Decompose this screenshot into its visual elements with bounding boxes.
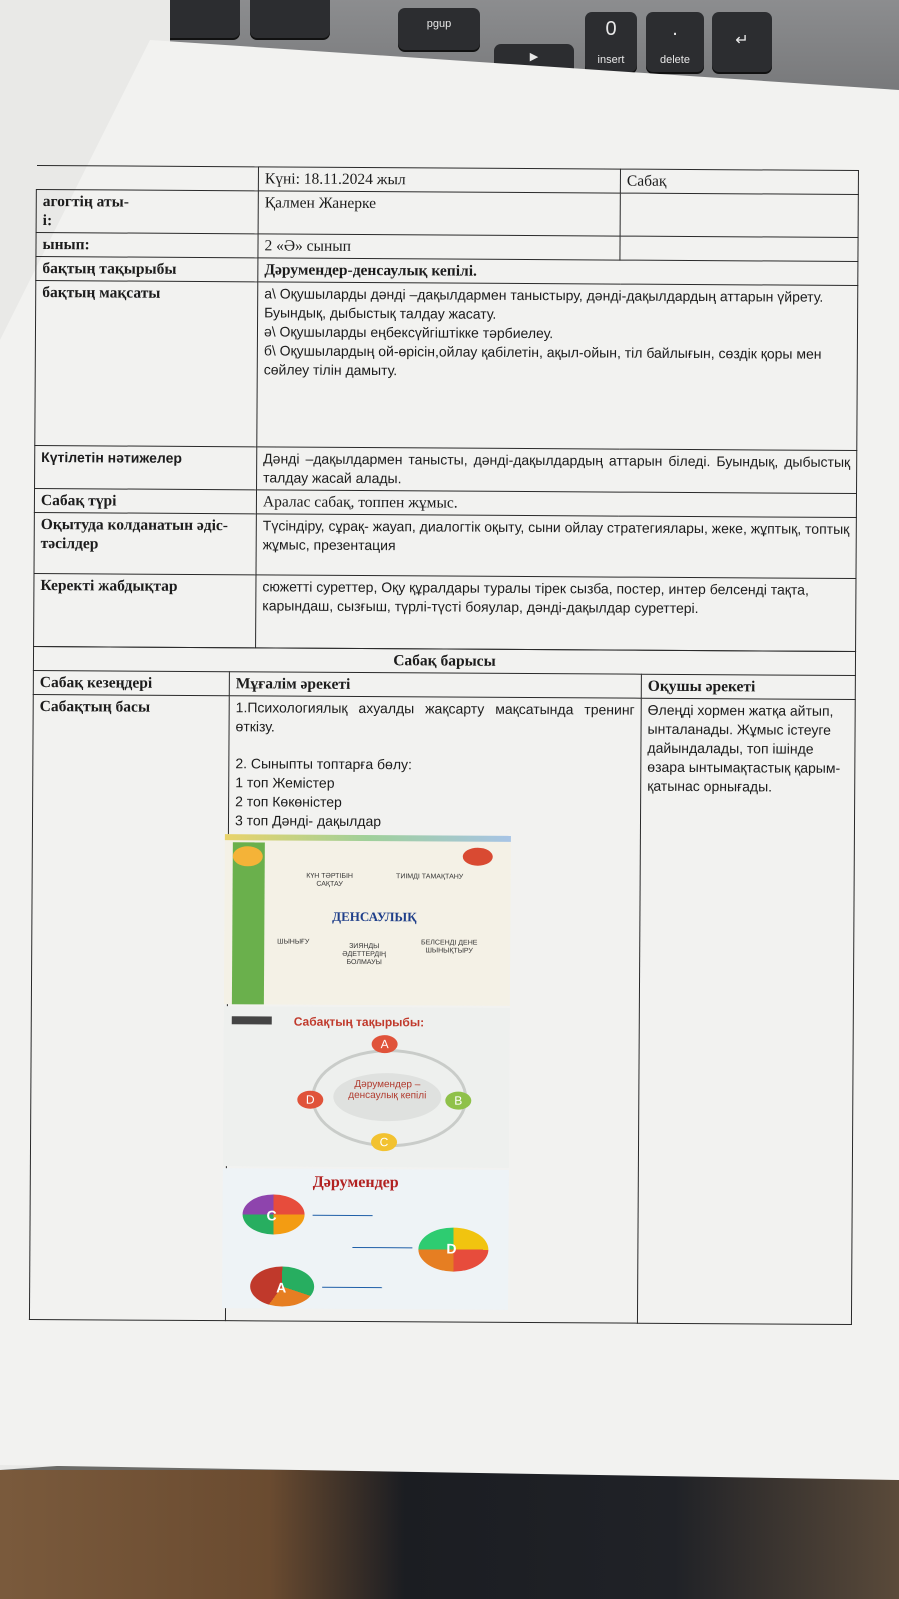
panel1-bottom-right: БЕЛСЕНДІ ДЕНЕ ШЫНЫҚТЫРУ [421,939,478,955]
vitamin-d-icon: D [297,1091,323,1109]
arrow-left-icon [352,1247,412,1248]
goal-a: а\ Оқушыларды дәнді –дақылдармен таныстыру, дәнді-дақылдардың аттарын үйрету. Буындық, дыбыстық талдау жасату. [264,285,824,322]
type-label: Сабақ түрі [34,488,256,513]
fruit-icon [463,848,493,866]
methods-value: Түсіндіру, сұрақ- жауап, диалогтік оқыту, сыни ойлау стратегиялары, жеке, жұптық, топтық жұмыс, презентация [256,514,856,579]
subject-label: Сабақ [620,169,858,194]
goal-label: бақтың мақсаты [35,281,258,447]
slide-health [224,834,511,1006]
panel1-center: ДЕНСАУЛЫҚ [332,908,417,925]
date-cell: Күні: 18.11.2024 жыл [258,167,620,193]
stage-name: Сабақтың басы [29,694,229,1320]
panel2-heading: Сабақтың тақырыбы: [293,1014,425,1030]
outcome-value: Дәнді –дақылдармен танысты, дәнді-дақылдардың аттарын біледі. Буындық, дыбыстық талдау жасай алады. [257,447,857,494]
lesson-plan [29,165,858,1325]
student-activity: Өлеңді хормен жатқа айтып, ынталанады. Жұмыс істеуге дайындалады, топ ішінде өзара ынтымақтастық қарым-қатынас орнығады. [637,698,855,1324]
key-dot-label: . [672,18,678,40]
key-zero[interactable] [585,12,637,72]
arrow-right-icon [322,1287,382,1288]
teacher-value: Қалмен Жанерке [258,191,620,236]
teacher-step-1: 1.Психологиялық ахуалды жақсарту мақсатында тренинг өткізу. [235,699,635,735]
teacher-label: агогтің аты- і: [36,190,258,234]
col-stage: Сабақ кезеңдері [33,670,229,695]
outcome-label: Күтілетін нәтижелер [35,445,257,489]
enter-icon: ↵ [735,32,749,49]
key-dot-sub: delete [660,54,690,66]
blank-cell [36,166,258,191]
teacher-step-2: 2. Сыныпты топтарға бөлу: [235,755,412,773]
panel3-letter-c: C [266,1207,277,1224]
slide-topic [223,1006,510,1168]
methods-label: Оқытуда колданатын әдіс-тәсілдер [34,512,256,574]
subject-value [620,193,858,237]
group-3: 3 топ Дәнді- дақылдар [234,812,382,830]
panel3-heading: Дәрумендер [312,1173,399,1192]
class-label: ынып: [36,233,258,258]
blank-cell [620,236,858,261]
key-pgup[interactable] [398,8,480,50]
panel1-top-left: КҮН ТӘРТІБІН САҚТАУ [306,872,354,888]
arrow-right-icon: ▶ [529,51,539,63]
vitamin-b-icon: B [445,1092,471,1110]
panel1-bottom-mid: ЗИЯНДЫ ӘДЕТТЕРДІҢ БОЛМАУЫ [342,942,387,967]
key-zero-label: 0 [605,18,617,40]
panel3-letter-d: D [446,1240,457,1257]
panel1-bottom-left: ШЫНЫҒУ [277,938,310,946]
process-table [29,646,856,1325]
goal-b: ә\ Оқушыларды еңбексүйгіштікке тәрбиелеу. [263,323,554,342]
fruit-icon [233,846,263,866]
key-pgup-label: pgup [426,18,452,30]
panel3-letter-a: A [276,1279,287,1296]
goal-c: б\ Оқушылардың ой-өрісін,ойлау қабілетін, ақыл-ойын, тіл байлығын, сөздік қоры мен сөйлеу тілін дамыту. [263,342,822,379]
topic-value: Дәрумендер-денсаулық кепілі. [258,258,858,286]
key-f[interactable] [250,0,330,38]
col-teacher: Мұғалім әрекеті [229,672,641,699]
equipment-value: сюжетті суреттер, Оқу құралдары туралы тірек сызба, постер, интер белсенді тақта, карындаш, сызғыш, түрлі-түсті бояулар, дәнді-дақылдар суреттері. [256,575,856,652]
slide-vitamins [222,1168,509,1310]
vitamin-a-icon: A [372,1035,398,1053]
key-enter[interactable] [712,12,772,72]
arrow-right-icon [313,1215,373,1216]
key-dot[interactable] [646,12,704,72]
key-zero-sub: insert [597,54,625,66]
class-value: 2 «Ә» сынып [258,234,620,260]
panel2-center: Дәрумендер – денсаулық кепілі [348,1078,427,1102]
equipment-label: Керекті жабдықтар [34,573,256,647]
goal-cell [257,282,858,451]
header-table [33,165,859,652]
col-student: Оқушы әрекеті [641,674,855,699]
panel1-top-right: ТИІМДІ ТАМАҚТАНУ [396,873,464,881]
slides-illustration [222,834,511,1306]
topic-label: бақтың тақырыбы [36,257,258,282]
group-2: 2 топ Көкөністер [235,793,342,810]
table-surface [0,1470,899,1599]
vitamin-c-icon: C [371,1133,397,1151]
teacher-activity [225,696,641,1324]
group-1: 1 топ Жемістер [235,774,335,791]
process-title: Сабақ барысы [33,646,855,675]
type-value: Аралас сабақ, топпен жұмыс. [256,490,856,518]
